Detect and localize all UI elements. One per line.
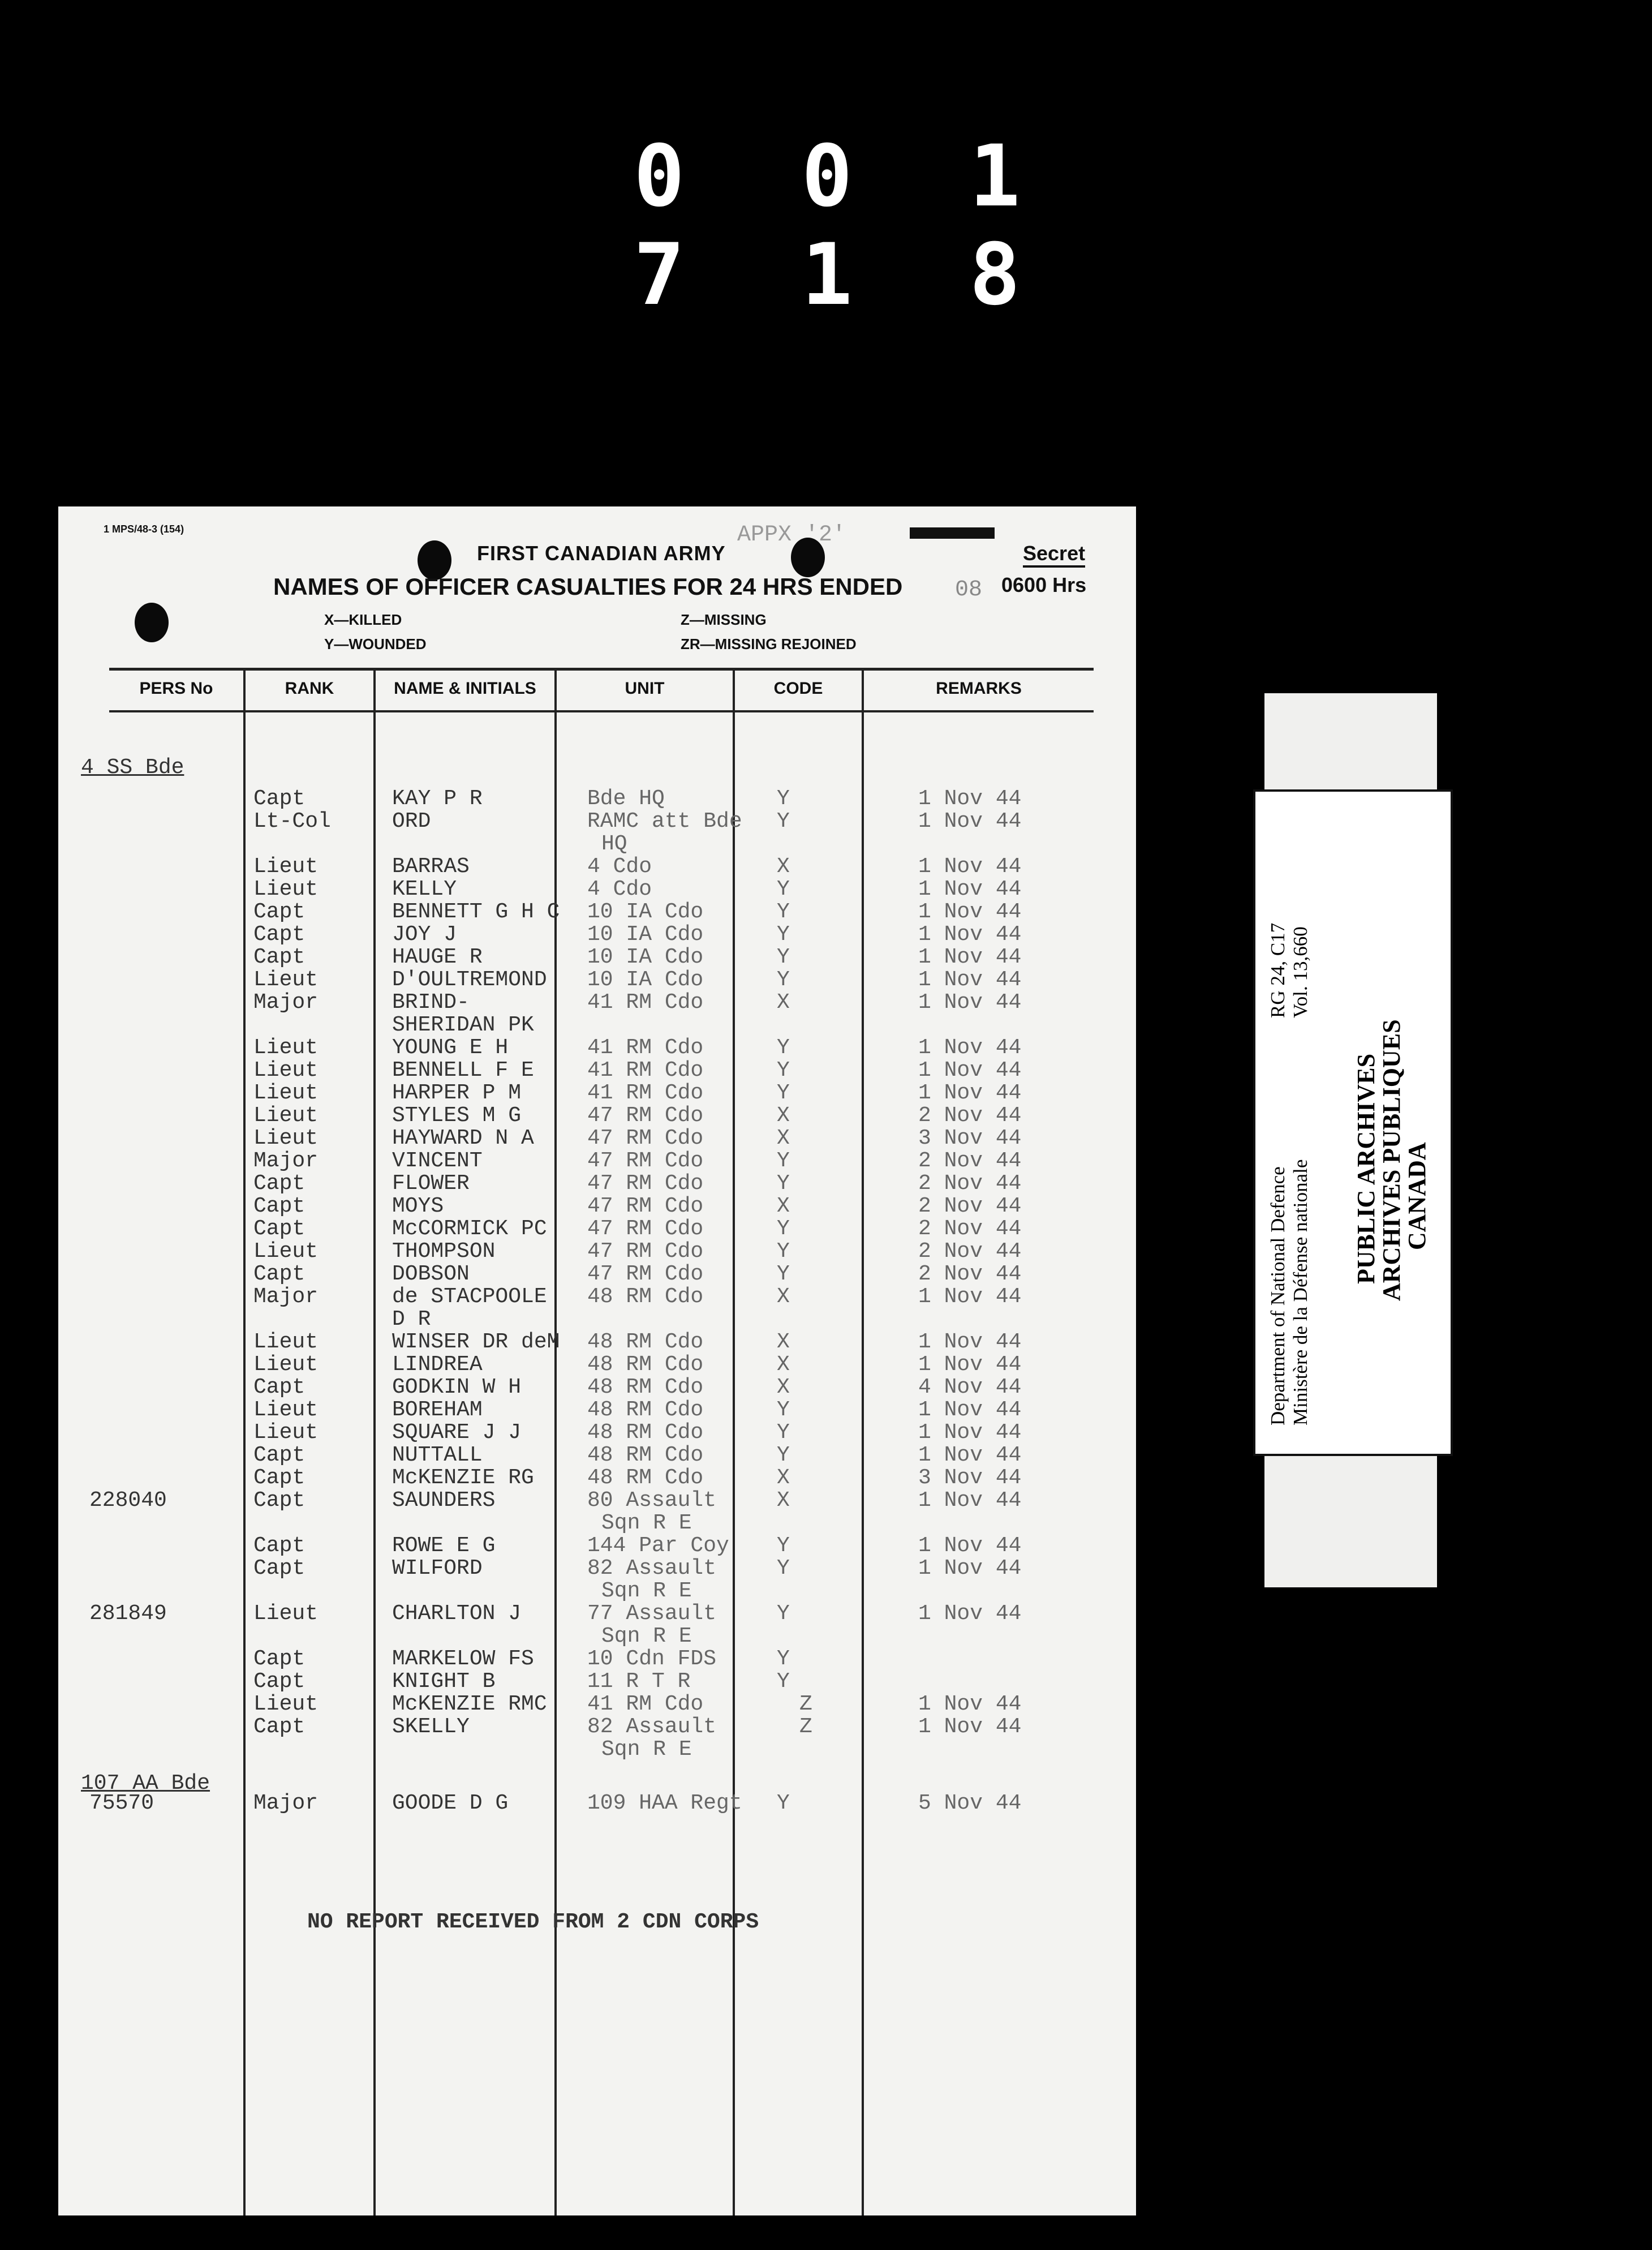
code-cell: Y [777, 1556, 790, 1581]
name-cell-continued: D R [392, 1307, 431, 1332]
unit-cell: RAMC att Bde [587, 809, 742, 834]
remarks-cell: 1 Nov 44 [918, 1601, 1022, 1626]
code-cell: Y [777, 1601, 790, 1626]
microfilm-frame-number: 0 0 1 7 1 8 [634, 127, 1053, 324]
classification-label: Secret [1023, 542, 1085, 568]
appendix-stamp: APPX '2' [737, 522, 846, 548]
code-cell: Z [799, 1692, 812, 1716]
archive-reference: RG 24, C17 [1267, 922, 1289, 1018]
rank-cell: Capt [253, 1171, 306, 1196]
remarks-cell: 1 Nov 44 [918, 990, 1022, 1015]
report-hours: 0600 Hrs [1001, 573, 1087, 596]
rank-cell: Capt [253, 1534, 306, 1558]
unit-cell: 47 RM Cdo [587, 1149, 704, 1173]
code-cell: X [777, 1466, 790, 1490]
unit-cell-continued: Sqn R E [601, 1579, 692, 1603]
remarks-cell: 2 Nov 44 [918, 1171, 1022, 1196]
name-cell: BOREHAM [392, 1398, 483, 1422]
name-cell: BRIND- [392, 990, 470, 1015]
remarks-cell: 1 Nov 44 [918, 900, 1022, 924]
rank-cell: Major [253, 1791, 319, 1815]
code-cell: Y [777, 1171, 790, 1196]
column-header-pers-no: PERS No [139, 679, 213, 698]
unit-cell: 47 RM Cdo [587, 1171, 704, 1196]
code-cell: Y [777, 1036, 790, 1060]
unit-cell: 48 RM Cdo [587, 1330, 704, 1354]
column-divider [862, 668, 864, 2215]
code-cell: X [777, 1285, 790, 1309]
name-cell: STYLES M G [392, 1103, 522, 1128]
rank-cell: Capt [253, 1715, 306, 1739]
remarks-cell: 1 Nov 44 [918, 1488, 1022, 1513]
column-divider [373, 668, 376, 2215]
code-cell: Y [777, 968, 790, 992]
code-cell: Y [777, 809, 790, 834]
report-date-day: 08 [955, 577, 983, 603]
pers-no-cell: 228040 [89, 1488, 167, 1513]
code-cell: Y [777, 1669, 790, 1694]
unit-cell: 10 Cdn FDS [587, 1647, 717, 1671]
army-heading: FIRST CANADIAN ARMY [477, 542, 726, 565]
code-cell: Y [777, 1443, 790, 1467]
unit-cell: 109 HAA Regt [587, 1791, 742, 1815]
name-cell: KNIGHT B [392, 1669, 496, 1694]
name-cell-continued: SHERIDAN PK [392, 1013, 534, 1037]
name-cell: McKENZIE RG [392, 1466, 534, 1490]
name-cell: SAUNDERS [392, 1488, 496, 1513]
rank-cell: Major [253, 990, 319, 1015]
code-cell: X [777, 1352, 790, 1377]
code-cell: X [777, 1194, 790, 1218]
rank-cell: Lieut [253, 1126, 319, 1150]
name-cell: KAY P R [392, 787, 483, 811]
name-cell: BENNELL F E [392, 1058, 534, 1083]
name-cell: GODKIN W H [392, 1375, 522, 1399]
code-cell: Y [777, 1647, 790, 1671]
code-cell: Y [777, 945, 790, 969]
name-cell: JOY J [392, 922, 457, 947]
unit-cell: 47 RM Cdo [587, 1103, 704, 1128]
unit-cell: 11 R T R [587, 1669, 691, 1694]
archive-name-en: PUBLIC ARCHIVES [1352, 1053, 1380, 1284]
rank-cell: Major [253, 1149, 319, 1173]
header-rule-bottom [109, 710, 1094, 712]
code-cell: X [777, 855, 790, 879]
rank-cell: Lt-Col [253, 809, 331, 834]
code-cell: Y [777, 1791, 790, 1815]
column-divider [243, 668, 246, 2215]
remarks-cell: 2 Nov 44 [918, 1103, 1022, 1128]
column-header-rank: RANK [285, 679, 334, 698]
rank-cell: Lieut [253, 968, 319, 992]
redaction-bar [910, 527, 995, 539]
unit-cell: 48 RM Cdo [587, 1285, 704, 1309]
code-cell: Y [777, 1217, 790, 1241]
remarks-cell: 1 Nov 44 [918, 1443, 1022, 1467]
code-key-missing: Z—MISSING [681, 611, 767, 628]
column-header-remarks: REMARKS [936, 679, 1022, 698]
unit-cell: 82 Assault [587, 1556, 717, 1581]
code-cell: Y [777, 1239, 790, 1264]
unit-cell: 47 RM Cdo [587, 1239, 704, 1264]
remarks-cell: 1 Nov 44 [918, 1352, 1022, 1377]
name-cell: de STACPOOLE [392, 1285, 547, 1309]
rank-cell: Major [253, 1285, 319, 1309]
pers-no-cell: 75570 [89, 1791, 154, 1815]
name-cell: BENNETT G H C [392, 900, 560, 924]
rank-cell: Lieut [253, 877, 319, 901]
name-cell: HAUGE R [392, 945, 483, 969]
code-cell: X [777, 1488, 790, 1513]
archive-name-fr: ARCHIVES PUBLIQUES [1378, 1019, 1405, 1301]
name-cell: MARKELOW FS [392, 1647, 534, 1671]
name-cell: BARRAS [392, 855, 470, 879]
unit-cell-continued: Sqn R E [601, 1511, 692, 1535]
remarks-cell: 1 Nov 44 [918, 968, 1022, 992]
section-heading: 107 AA Bde [81, 1771, 210, 1796]
name-cell: SQUARE J J [392, 1420, 522, 1445]
unit-cell: 47 RM Cdo [587, 1194, 704, 1218]
unit-cell: 48 RM Cdo [587, 1443, 704, 1467]
code-cell: X [777, 1375, 790, 1399]
remarks-cell: 3 Nov 44 [918, 1466, 1022, 1490]
unit-cell-continued: HQ [601, 832, 627, 856]
remarks-cell: 2 Nov 44 [918, 1262, 1022, 1286]
code-cell: X [777, 990, 790, 1015]
unit-cell: 10 IA Cdo [587, 900, 704, 924]
remarks-cell: 2 Nov 44 [918, 1194, 1022, 1218]
name-cell: McCORMICK PC [392, 1217, 547, 1241]
code-cell: X [777, 1330, 790, 1354]
header-rule-top [109, 668, 1094, 671]
unit-cell: 41 RM Cdo [587, 1692, 704, 1716]
code-cell: Y [777, 922, 790, 947]
unit-cell: 77 Assault [587, 1601, 717, 1626]
remarks-cell: 1 Nov 44 [918, 809, 1022, 834]
code-cell: Y [777, 787, 790, 811]
name-cell: HAYWARD N A [392, 1126, 534, 1150]
remarks-cell: 1 Nov 44 [918, 1534, 1022, 1558]
name-cell: WILFORD [392, 1556, 483, 1581]
form-title: NAMES OF OFFICER CASUALTIES FOR 24 HRS ENDED [273, 573, 903, 600]
unit-cell: 47 RM Cdo [587, 1126, 704, 1150]
name-cell: NUTTALL [392, 1443, 483, 1467]
unit-cell: 4 Cdo [587, 877, 652, 901]
name-cell: VINCENT [392, 1149, 483, 1173]
remarks-cell: 1 Nov 44 [918, 922, 1022, 947]
name-cell: HARPER P M [392, 1081, 522, 1105]
unit-cell: 144 Par Coy [587, 1534, 729, 1558]
rank-cell: Capt [253, 1556, 306, 1581]
name-cell: YOUNG E H [392, 1036, 509, 1060]
unit-cell: 47 RM Cdo [587, 1262, 704, 1286]
code-cell: Y [777, 1058, 790, 1083]
unit-cell: 48 RM Cdo [587, 1375, 704, 1399]
rank-cell: Capt [253, 945, 306, 969]
remarks-cell: 1 Nov 44 [918, 1715, 1022, 1739]
rank-cell: Capt [253, 1217, 306, 1241]
unit-cell: 47 RM Cdo [587, 1217, 704, 1241]
remarks-cell: 1 Nov 44 [918, 1081, 1022, 1105]
name-cell: WINSER DR deM [392, 1330, 560, 1354]
remarks-cell: 1 Nov 44 [918, 1556, 1022, 1581]
code-cell: Y [777, 1262, 790, 1286]
code-key-wounded: Y—WOUNDED [324, 636, 427, 652]
rank-cell: Capt [253, 1669, 306, 1694]
archive-dept-en: Department of National Defence [1267, 1166, 1289, 1425]
name-cell: GOODE D G [392, 1791, 509, 1815]
remarks-cell: 1 Nov 44 [918, 787, 1022, 811]
code-cell: Y [777, 877, 790, 901]
name-cell: LINDREA [392, 1352, 483, 1377]
name-cell: ORD [392, 809, 431, 834]
unit-cell: 10 IA Cdo [587, 945, 704, 969]
name-cell: KELLY [392, 877, 457, 901]
unit-cell: 48 RM Cdo [587, 1352, 704, 1377]
remarks-cell: 1 Nov 44 [918, 1692, 1022, 1716]
remarks-cell: 1 Nov 44 [918, 945, 1022, 969]
code-cell: Y [777, 1534, 790, 1558]
rank-cell: Capt [253, 1488, 306, 1513]
name-cell: ROWE E G [392, 1534, 496, 1558]
unit-cell: 80 Assault [587, 1488, 717, 1513]
unit-cell: 82 Assault [587, 1715, 717, 1739]
code-cell: Y [777, 1149, 790, 1173]
rank-cell: Capt [253, 1262, 306, 1286]
unit-cell: 41 RM Cdo [587, 1081, 704, 1105]
name-cell: DOBSON [392, 1262, 470, 1286]
rank-cell: Lieut [253, 1420, 319, 1445]
unit-cell: 10 IA Cdo [587, 922, 704, 947]
rank-cell: Capt [253, 900, 306, 924]
casualty-form-sheet [58, 506, 1136, 2215]
rank-cell: Lieut [253, 1330, 319, 1354]
column-header-name: NAME & INITIALS [394, 679, 536, 698]
column-header-code: CODE [773, 679, 823, 698]
column-divider [733, 668, 735, 2215]
punch-hole [135, 603, 169, 642]
code-key-missing-rejoined: ZR—MISSING REJOINED [681, 636, 857, 652]
remarks-cell: 2 Nov 44 [918, 1239, 1022, 1264]
rank-cell: Capt [253, 1466, 306, 1490]
unit-cell: 41 RM Cdo [587, 990, 704, 1015]
rank-cell: Lieut [253, 855, 319, 879]
rank-cell: Capt [253, 1443, 306, 1467]
unit-cell-continued: Sqn R E [601, 1737, 692, 1762]
code-key-killed: X—KILLED [324, 611, 402, 628]
pers-no-cell: 281849 [89, 1601, 167, 1626]
unit-cell: 10 IA Cdo [587, 968, 704, 992]
remarks-cell: 1 Nov 44 [918, 1420, 1022, 1445]
remarks-cell: 5 Nov 44 [918, 1791, 1022, 1815]
rank-cell: Lieut [253, 1692, 319, 1716]
remarks-cell: 3 Nov 44 [918, 1126, 1022, 1150]
unit-cell: Bde HQ [587, 787, 665, 811]
name-cell: McKENZIE RMC [392, 1692, 547, 1716]
rank-cell: Lieut [253, 1398, 319, 1422]
code-cell: X [777, 1103, 790, 1128]
code-cell: Y [777, 1420, 790, 1445]
rank-cell: Lieut [253, 1352, 319, 1377]
code-cell: Y [777, 1081, 790, 1105]
archive-label [1253, 789, 1453, 1456]
rank-cell: Capt [253, 787, 306, 811]
name-cell: SKELLY [392, 1715, 470, 1739]
remarks-cell: 1 Nov 44 [918, 1058, 1022, 1083]
remarks-cell: 1 Nov 44 [918, 1398, 1022, 1422]
footer-note: NO REPORT RECEIVED FROM 2 CDN CORPS [307, 1910, 759, 1934]
rank-cell: Lieut [253, 1601, 319, 1626]
rank-cell: Lieut [253, 1081, 319, 1105]
rank-cell: Capt [253, 1375, 306, 1399]
code-cell: X [777, 1126, 790, 1150]
unit-cell-continued: Sqn R E [601, 1624, 692, 1648]
remarks-cell: 1 Nov 44 [918, 855, 1022, 879]
remarks-cell: 2 Nov 44 [918, 1149, 1022, 1173]
name-cell: D'OULTREMOND [392, 968, 547, 992]
remarks-cell: 4 Nov 44 [918, 1375, 1022, 1399]
remarks-cell: 1 Nov 44 [918, 1330, 1022, 1354]
unit-cell: 48 RM Cdo [587, 1398, 704, 1422]
unit-cell: 4 Cdo [587, 855, 652, 879]
section-heading: 4 SS Bde [81, 755, 184, 780]
rank-cell: Lieut [253, 1058, 319, 1083]
column-header-unit: UNIT [625, 679, 665, 698]
remarks-cell: 1 Nov 44 [918, 1036, 1022, 1060]
unit-cell: 41 RM Cdo [587, 1058, 704, 1083]
code-cell: Y [777, 1398, 790, 1422]
unit-cell: 48 RM Cdo [587, 1420, 704, 1445]
remarks-cell: 2 Nov 44 [918, 1217, 1022, 1241]
name-cell: THOMPSON [392, 1239, 496, 1264]
archive-country: CANADA [1403, 1142, 1431, 1250]
form-number: 1 MPS/48-3 (154) [104, 523, 184, 535]
rank-cell: Lieut [253, 1036, 319, 1060]
remarks-cell: 1 Nov 44 [918, 1285, 1022, 1309]
unit-cell: 48 RM Cdo [587, 1466, 704, 1490]
rank-cell: Capt [253, 922, 306, 947]
rank-cell: Lieut [253, 1103, 319, 1128]
name-cell: FLOWER [392, 1171, 470, 1196]
rank-cell: Capt [253, 1194, 306, 1218]
rank-cell: Lieut [253, 1239, 319, 1264]
code-cell: Z [799, 1715, 812, 1739]
archive-volume: Vol. 13,660 [1289, 926, 1311, 1018]
name-cell: MOYS [392, 1194, 444, 1218]
remarks-cell: 1 Nov 44 [918, 877, 1022, 901]
name-cell: CHARLTON J [392, 1601, 522, 1626]
archive-dept-fr: Ministère de la Défense nationale [1289, 1159, 1311, 1425]
code-cell: Y [777, 900, 790, 924]
unit-cell: 41 RM Cdo [587, 1036, 704, 1060]
rank-cell: Capt [253, 1647, 306, 1671]
